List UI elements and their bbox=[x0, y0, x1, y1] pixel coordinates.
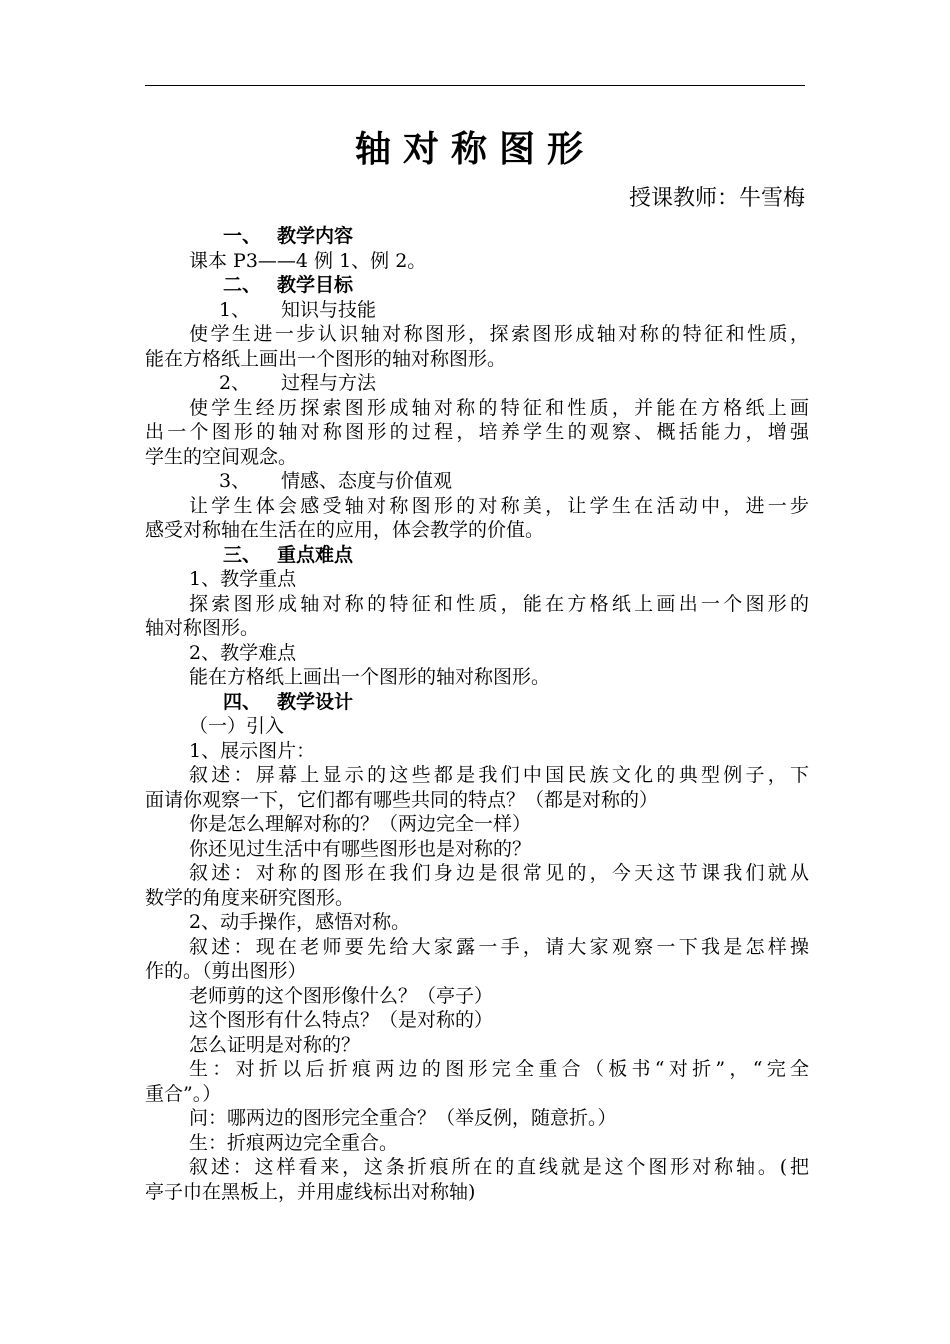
key-point-label: 1、教学重点 bbox=[189, 568, 297, 590]
paragraph-line: 重合”。） bbox=[145, 1082, 222, 1105]
section-heading-3: 三、 重点难点 bbox=[223, 543, 354, 566]
paragraph-line: 作的。（剪出图形） bbox=[145, 960, 307, 982]
difficulty-label: 2、教学难点 bbox=[189, 641, 297, 664]
paragraph-line: 亭子巾在黑板上，并用虚线标出对称轴) bbox=[145, 1180, 476, 1203]
paragraph-line: 能在方格纸上画出一个图形的轴对称图形。 bbox=[145, 347, 507, 370]
header-rule bbox=[145, 85, 805, 86]
paragraph-line: 你是怎么理解对称的？（两边完全一样） bbox=[189, 813, 532, 835]
paragraph-line: 数学的角度来研究图形。 bbox=[145, 886, 355, 909]
goal-heading-3: 3、 情感、态度与价值观 bbox=[219, 470, 453, 492]
paragraph-line: 面请你观察一下，它们都有哪些共同的特点？（都是对称的） bbox=[145, 788, 659, 811]
goal-heading-2: 2、 过程与方法 bbox=[219, 372, 377, 394]
paragraph-line: 叙述：对称的图形在我们身边是很常见的，今天这节课我们就从 bbox=[189, 862, 809, 884]
section-heading-2: 二、 教学目标 bbox=[223, 274, 354, 296]
paragraph-line: 叙述：现在老师要先给大家露一手，请大家观察一下我是怎样操 bbox=[189, 935, 809, 958]
paragraph-line: 生：折痕两边完全重合。 bbox=[189, 1131, 399, 1154]
paragraph-line: 怎么证明是对称的？ bbox=[189, 1033, 361, 1056]
paragraph-line: 感受对称轴在生活在的应用，体会教学的价值。 bbox=[145, 519, 545, 541]
paragraph-line: 这个图形有什么特点？（是对称的） bbox=[189, 1009, 494, 1031]
step-label: 2、动手操作，感悟对称。 bbox=[189, 911, 411, 933]
paragraph-line: 能在方格纸上画出一个图形的轴对称图形。 bbox=[189, 666, 551, 688]
section-heading-1: 一、 教学内容 bbox=[223, 225, 354, 247]
subsection-label: （一）引入 bbox=[189, 715, 285, 737]
paragraph-line: 出一个图形的轴对称图形的过程，培养学生的观察、概括能力，增强 bbox=[145, 421, 809, 443]
textbook-reference: 课本 P3——4 例 1、例 2。 bbox=[189, 249, 427, 272]
paragraph-line: 探索图形成轴对称的特征和性质，能在方格纸上画出一个图形的 bbox=[189, 592, 809, 615]
section-heading-4: 四、 教学设计 bbox=[223, 690, 354, 713]
paragraph-line: 你还见过生活中有哪些图形也是对称的？ bbox=[189, 837, 532, 860]
step-label: 1、展示图片： bbox=[189, 739, 316, 762]
paragraph-line: 让学生体会感受轴对称图形的对称美，让学生在活动中，进一步 bbox=[189, 494, 809, 517]
paragraph-line: 生：对折以后折痕两边的图形完全重合（板书“对折”，“完全 bbox=[189, 1058, 809, 1080]
paragraph-line: 使学生经历探索图形成轴对称的特征和性质，并能在方格纸上画 bbox=[189, 396, 809, 419]
paragraph-line: 学生的空间观念。 bbox=[145, 445, 298, 468]
document-body bbox=[145, 224, 809, 1204]
paragraph-line: 叙述：屏幕上显示的这些都是我们中国民族文化的典型例子，下 bbox=[189, 764, 809, 786]
paragraph-line: 使学生进一步认识轴对称图形，探索图形成轴对称的特征和性质， bbox=[189, 323, 809, 345]
paragraph-line: 问：哪两边的图形完全重合？（举反例，随意折。） bbox=[189, 1107, 617, 1129]
paragraph-line: 老师剪的这个图形像什么？（亭子） bbox=[189, 984, 494, 1007]
teacher-name: 授课教师：牛雪梅 bbox=[628, 186, 805, 211]
paragraph-line: 轴对称图形。 bbox=[145, 617, 260, 639]
paragraph-line: 叙述：这样看来，这条折痕所在的直线就是这个图形对称轴。(把 bbox=[189, 1156, 809, 1178]
page-title: 轴对称图形 bbox=[354, 129, 595, 170]
goal-heading-1: 1、 知识与技能 bbox=[219, 298, 377, 321]
